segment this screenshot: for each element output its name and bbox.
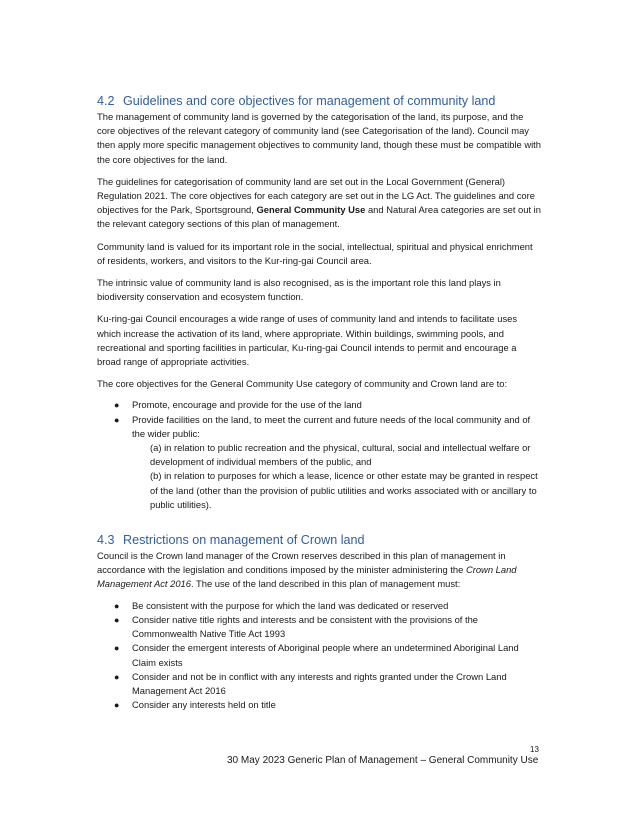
bullet-icon: ● (114, 643, 120, 654)
paragraph (97, 549, 542, 592)
list-item (97, 599, 542, 613)
list-item-text: Consider any interests held on title (132, 699, 276, 711)
list-item-text: Consider and not be in conflict with any interests and rights granted under the Crown Land Management Act 2016 (132, 670, 507, 696)
list-item-text: Promote, encourage and provide for the use of the land (132, 399, 362, 411)
section-heading-4-3 (97, 532, 542, 548)
list-item (97, 398, 542, 412)
bullet-icon: ● (114, 600, 120, 611)
paragraph: The management of community land is governed by the categorisation of the land, its purpose, and the core objectives of the relevant category of community land (see Categorisation of the land). Council may then apply more specific management objectives to community land, though these must be compatible with the core objectives for the land. (97, 111, 541, 165)
list-item (97, 641, 542, 669)
page-content (97, 93, 542, 712)
bullet-icon: ● (114, 414, 120, 425)
text-run: . The use of the land described in this plan of management must: (190, 578, 461, 590)
section-heading-4-2 (97, 93, 542, 109)
list-item (97, 413, 542, 441)
list-item (97, 613, 542, 641)
section-title: Restrictions on management of Crown land (123, 533, 365, 548)
spacer (97, 512, 542, 532)
list-item (97, 698, 542, 712)
italic-text: Crown Land Management Act 2016 (97, 564, 517, 590)
paragraph: Ku-ring-gai Council encourages a wide range of uses of community land and intends to facilitate uses which increase the activation of its land, where appropriate. Within buildings, swimming pools, and recreational and sporting facilities in particular, Ku-ring-gai Council intends to permit and encourage a broad range of appropriate activities. (97, 313, 518, 368)
list-item-text: Consider native title rights and interests and be consistent with the provisions of the Commonwealth Native Title Act 1993 (132, 613, 479, 640)
text-run: and Natural Area categories are set out in the relevant category sections of this plan of management. (97, 204, 541, 230)
bullet-icon: ● (114, 671, 120, 682)
bold-text: General Community Use (256, 204, 366, 216)
paragraph: Community land is valued for its important role in the social, intellectual, spiritual and physical enrichment of residents, workers, and visitors to the Kur-ring-gai Council area. (97, 240, 533, 266)
section-number: 4.2 (97, 94, 115, 108)
bullet-icon: ● (114, 614, 120, 625)
footer-text: 30 May 2023 Generic Plan of Management – General Community Use (227, 755, 539, 766)
page-number: 13 (530, 745, 539, 754)
text-run: The guidelines for categorisation of community land are set out in the Local Government (General) Regulation 2021. The core objectives for each category are set out in the LG Act. The guidelines and core objectives for the Park, Sportsground, (97, 175, 535, 216)
section-number: 4.3 (97, 533, 115, 548)
paragraph: The intrinsic value of community land is also recognised, as is the important role this land plays in biodiversity conservation and ecosystem function. (97, 277, 501, 303)
list-item (97, 670, 542, 698)
bullet-icon: ● (114, 700, 120, 711)
paragraph: The core objectives for the General Community Use category of community and Crown land are to: (97, 378, 508, 390)
list-item-text: Be consistent with the purpose for which the land was dedicated or reserved (132, 599, 449, 611)
bullet-icon: ● (114, 400, 120, 411)
text-run: Council is the Crown land manager of the Crown reserves described in this plan of management in accordance with the legislation and conditions imposed by the minister administering the (97, 550, 506, 576)
sub-clause-b: (b) in relation to purposes for which a lease, licence or other estate may be granted in respect of the land (other than the provision of public utilities and works associated with or ancillary to public utilities). (150, 470, 538, 510)
section-title: Guidelines and core objectives for management of community land (123, 94, 496, 108)
list-item-text: Provide facilities on the land, to meet the current and future needs of the local community and of the wider public: (132, 413, 531, 439)
paragraph (97, 175, 542, 232)
bullet-list (97, 398, 542, 441)
bullet-list (97, 599, 542, 713)
list-item-text: Consider the emergent interests of Aboriginal people where an undetermined Aboriginal Land Claim exists (132, 642, 519, 668)
sub-clause-a: (a) in relation to public recreation and the physical, cultural, social and intellectual welfare or development of individual members of the public, and (150, 442, 531, 468)
